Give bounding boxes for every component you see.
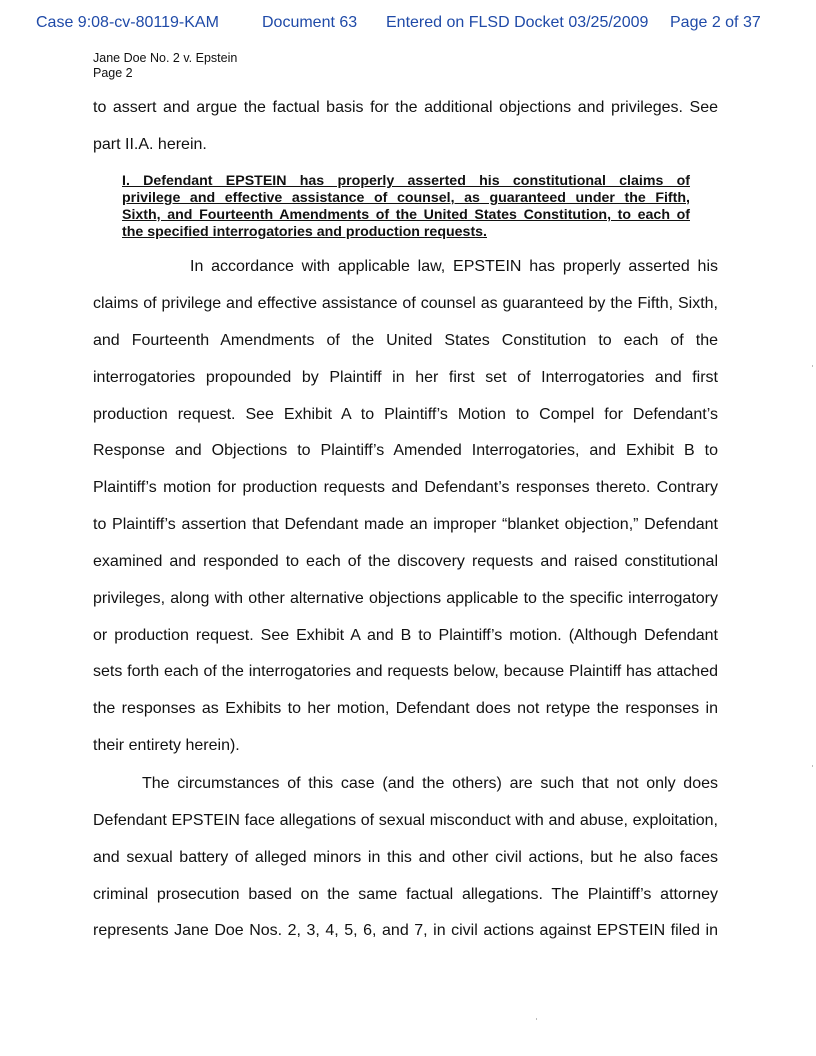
- page-label: Page 2: [93, 66, 133, 80]
- text-line: and Fourteenth Amendments of the United States Constitution to each of the: [93, 332, 718, 349]
- text-line: and sexual battery of alleged minors in this and other civil actions, but he also faces: [93, 849, 718, 866]
- text-line: Defendant EPSTEIN face allegations of sexual misconduct with and abuse, exploitation,: [93, 812, 718, 829]
- text-line: part II.A. herein.: [93, 136, 207, 153]
- section-heading: [122, 173, 690, 241]
- heading-line: privilege and effective assistance of counsel, as guaranteed under the Fifth,: [122, 190, 690, 206]
- page-caption: [93, 51, 237, 81]
- heading-line: Sixth, and Fourteenth Amendments of the United States Constitution, to each of: [122, 207, 690, 223]
- text-line: interrogatories propounded by Plaintiff in her first set of Interrogatories and first: [93, 369, 718, 386]
- text-line: to Plaintiff’s assertion that Defendant made an improper “blanket objection,” Defendant: [93, 516, 718, 533]
- text-line: Response and Objections to Plaintiff’s Amended Interrogatories, and Exhibit B to: [93, 442, 718, 459]
- text-line: claims of privilege and effective assistance of counsel as guaranteed by the Fifth, Sixth,: [93, 295, 718, 312]
- case-number: Case 9:08-cv-80119-KAM: [36, 14, 219, 31]
- text-line: examined and responded to each of the discovery requests and raised constitutional: [93, 553, 718, 570]
- case-name: Jane Doe No. 2 v. Epstein: [93, 51, 238, 65]
- document-number: Document 63: [262, 14, 358, 31]
- docket-entry-date: Entered on FLSD Docket 03/25/2009: [386, 14, 649, 31]
- text-line: their entirety herein).: [93, 737, 240, 754]
- text-line: the responses as Exhibits to her motion, Defendant does not retype the responses in: [93, 700, 718, 717]
- text-line: or production request. See Exhibit A and B to Plaintiff’s motion. (Although Defendant: [93, 627, 718, 644]
- text-line: privileges, along with other alternative objections applicable to the specific interrogatory: [93, 590, 718, 607]
- text-line: The circumstances of this case (and the others) are such that not only does: [142, 775, 718, 792]
- text-line: Plaintiff’s motion for production requests and Defendant’s responses thereto. Contrary: [93, 479, 718, 496]
- page-count: Page 2 of 37: [670, 14, 761, 31]
- heading-line: the specified interrogatories and production requests.: [122, 224, 487, 240]
- scan-mark: [536, 1018, 537, 1020]
- text-line: represents Jane Doe Nos. 2, 3, 4, 5, 6, and 7, in civil actions against EPSTEIN filed in: [93, 922, 718, 939]
- text-line: sets forth each of the interrogatories and requests below, because Plaintiff has attached: [93, 663, 718, 680]
- scan-mark: [812, 365, 813, 367]
- scan-mark: [812, 765, 813, 767]
- text-line: to assert and argue the factual basis for the additional objections and privileges. See: [93, 99, 718, 116]
- text-line: criminal prosecution based on the same factual allegations. The Plaintiff’s attorney: [93, 886, 718, 903]
- text-line: production request. See Exhibit A to Plaintiff’s Motion to Compel for Defendant’s: [93, 406, 718, 423]
- text-line: In accordance with applicable law, EPSTEIN has properly asserted his: [190, 258, 718, 275]
- heading-line: I. Defendant EPSTEIN has properly asserted his constitutional claims of: [122, 173, 690, 189]
